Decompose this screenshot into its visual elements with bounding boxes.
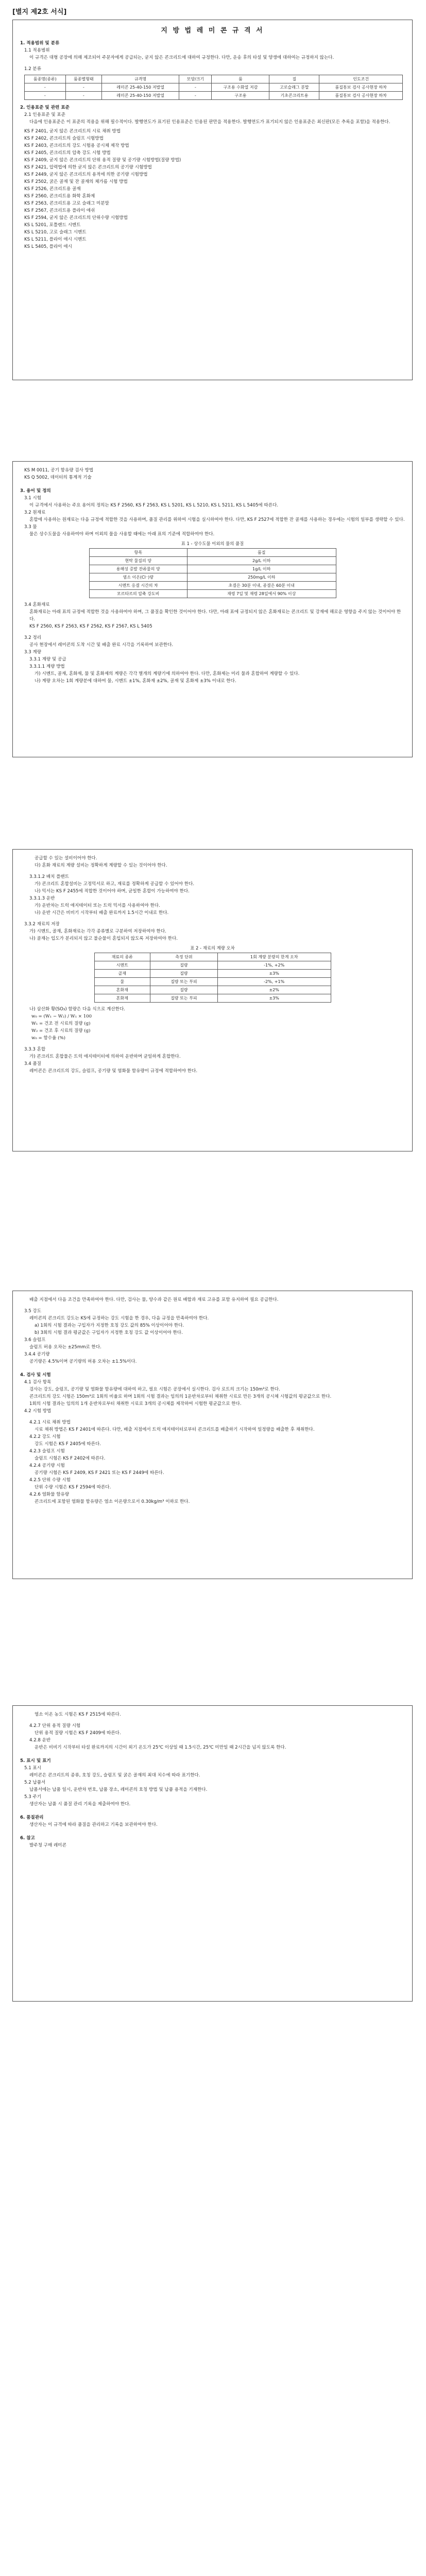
page-5-text-1: 염소 이온 농도 시험은 KS F 2515에 따른다. <box>35 1712 121 1717</box>
section-3-1-text: 이 규격에서 사용하는 주요 용어의 정의는 KS F 2560, KS F 2563, KS L 5201, KS L 5210, KS L 5211, KS L 5405에 따른다. <box>29 503 279 508</box>
section-4-2-heading: 4.2 시험 방법 <box>24 1409 52 1414</box>
table-row <box>94 978 331 986</box>
classification-table-header <box>25 75 403 83</box>
list-item: KS F 2402, 콘크리트의 슬럼프 시험방법 <box>24 136 104 141</box>
table-header-cell: 품질 <box>187 549 336 557</box>
weighing-error-table-header <box>94 953 331 961</box>
document-page-1 <box>12 20 413 380</box>
section-3-4-text: 혼화재료는 아래 표의 규정에 적합한 것을 사용하여야 하며, 그 품질을 확인한 것이어야 한다. 다만, 아래 표에 규정되지 않은 혼화재료는 콘크리트 및 강재에 해로운 영향을 주지 않는 것이어야 한다. <box>29 609 401 622</box>
table-cell: 질량 <box>150 961 218 970</box>
list-item: KS F 2563, 콘크리트용 고로 슬래그 미분말 <box>24 201 109 206</box>
table-row <box>89 565 336 573</box>
section-3-3-1-2-heading: 3.3.1.2 배치 플랜트 <box>29 874 70 879</box>
standards-list <box>20 128 405 250</box>
table-cell: - <box>65 83 101 92</box>
section-3-3-3-text: 가) 콘크리트 혼합물은 트럭 애지테이터에 의하여 운반하며 균일하게 혼합한다. <box>29 1054 181 1059</box>
formula-line: W₂ = 건조 후 시료의 질량 (g) <box>31 1028 91 1033</box>
section-3-4-4-heading: 3.4.4 공기량 <box>24 1352 50 1357</box>
table-row <box>94 961 331 970</box>
list-item: KS F 2526, 콘크리트용 골재 <box>24 187 81 192</box>
water-quality-table <box>89 548 336 598</box>
section-4-2-3-heading: 4.2.3 슬럼프 시험 <box>29 1449 65 1454</box>
section-4-2-6-heading: 4.2.6 염화물 함유량 <box>29 1492 70 1497</box>
weighing-error-table <box>94 953 331 1003</box>
table-cell: 모르타르의 압축 강도비 <box>89 590 187 598</box>
section-3-3-1-1-heading: 3.3.1.1 계량 방법 <box>29 664 65 669</box>
section-4-2-1-heading: 4.2.1 시료 채취 방법 <box>29 1420 71 1425</box>
section-3-4-standards: KS F 2560, KS F 2563, KS F 2562, KS F 2567, KS L 5405 <box>29 624 152 629</box>
table-cell: -2%, +1% <box>217 978 331 986</box>
table-cell: 현탁 물질의 양 <box>89 557 187 565</box>
section-5-3-heading: 5.3 주기 <box>24 1794 42 1800</box>
classification-table <box>24 75 403 100</box>
section-3-3-1-3-text-2: 나) 운반 시간은 비비기 시작부터 배출 완료까지 1.5시간 이내로 한다. <box>35 910 169 916</box>
table-row <box>89 582 336 590</box>
section-3-3-text: 물은 상수도물을 사용하여야 하며 이외의 물을 사용할 때에는 아래 표의 기준에 적합하여야 한다. <box>29 532 215 537</box>
section-4-2-7-text: 단위 용적 질량 시험은 KS F 2409에 따른다. <box>35 1731 121 1736</box>
list-item: KS F 2403, 콘크리트의 강도 시험용 공시체 제작 방법 <box>24 143 129 148</box>
section-3-3-2-heading: 3.3.2 재료의 저장 <box>24 922 60 927</box>
section-3-3-1-3-text: 가) 운반차는 트럭 애지테이터 또는 트럭 믹서를 사용하여야 한다. <box>35 903 160 908</box>
document-page-3 <box>12 849 413 1151</box>
section-5-2-heading: 5.2 납품서 <box>24 1780 46 1785</box>
section-1-2-heading: 1.2 분류 <box>24 66 42 72</box>
table-row <box>94 970 331 978</box>
section-4-2-8-heading: 4.2.8 운반 <box>29 1738 51 1743</box>
table-2-caption: 표 2 - 재료의 계량 오차 <box>190 945 235 951</box>
section-3-5-text: 레미콘의 콘크리트 강도는 KS에 규정하는 강도 시험을 한 경우, 다음 규정을 만족하여야 한다. <box>29 1316 209 1321</box>
document-title: 지 방 법 레 미 콘 규 격 서 <box>161 27 264 35</box>
document-page-4 <box>12 1291 413 1579</box>
section-3-1-heading: 3.1 시험 <box>24 496 42 501</box>
table-cell: 재령 7일 및 재령 28일에서 90% 이상 <box>187 590 336 598</box>
table-cell: 질량 또는 부피 <box>150 994 218 1003</box>
section-4-1-text-2: 콘크리트의 강도 시험은 150m³로 1회의 비율로 하며 1회의 시험 결과는 임의의 1운반차로부터 채취한 시료로 만든 3개의 공시체 시험값의 평균값으로 한다. <box>29 1394 332 1399</box>
table-cell: 질량 <box>150 986 218 994</box>
table-header-cell: 질 <box>269 75 319 83</box>
list-item: KS M 0011, 공기 함유량 검사 방법 <box>24 468 94 473</box>
section-4-2-2-text: 강도 시험은 KS F 2405에 따른다. <box>35 1442 101 1447</box>
section-6-heading: 6. 품질관리 <box>20 1815 44 1820</box>
section-3-4-quality-heading: 3.4 품질 <box>24 1061 42 1066</box>
formula-line: w₀ = (W₁ − W₂) / W₁ × 100 <box>31 1014 92 1019</box>
section-3-3-1-2-text: 가) 콘크리트 혼합설비는 고정믹서로 하고, 재료를 정확하게 공급할 수 있어야 한다. <box>35 882 195 887</box>
table-header-cell: 품종명(종류) <box>25 75 66 83</box>
section-3-2b-heading: 3.2 정리 <box>24 635 42 640</box>
table-cell: 시멘트 응결 시간의 차 <box>89 582 187 590</box>
table-cell: 골재 <box>94 970 150 978</box>
document-page-2 <box>12 461 413 757</box>
table-cell: 레미콘 25-40-150 저발열 <box>101 92 179 100</box>
list-item: KS Q 5002, 데이터의 통계적 기술 <box>24 475 92 480</box>
document-page-5 <box>12 1705 413 2002</box>
table-header-cell: 항목 <box>89 549 187 557</box>
table-cell: 고로슬래그 분말 <box>269 83 319 92</box>
section-3-4-quality-text: 레미콘은 콘크리트의 강도, 슬럼프, 공기량 및 염화물 함유량이 규정에 적합하여야 한다. <box>29 1069 198 1074</box>
section-3-4-heading: 3.4 혼화재료 <box>24 602 50 607</box>
list-item: KS F 2567, 콘크리트용 플라이 애쉬 <box>24 208 95 213</box>
table-row <box>94 986 331 994</box>
table-cell: ±3% <box>217 994 331 1003</box>
page-4-text-1: 배출 지점에서 다음 조건을 만족하여야 한다. 다만, 검사는 물, 양수과 같은 원료 배합과 재료 고유를 포함 유지하여 필요 공급한다. <box>29 1297 279 1302</box>
section-4-1-text: 검사는 강도, 슬럼프, 공기량 및 염화물 함유량에 대하여 하고, 필요 시험은 공장에서 실시한다. 검사 로트의 크기는 150m³로 한다. <box>29 1387 280 1392</box>
list-item: KS F 2449, 굳지 않은 콘크리트의 용적에 의한 공기량 시험방법 <box>24 172 148 177</box>
section-4-2-4-text: 공기량 시험은 KS F 2409, KS F 2421 또는 KS F 2449에 따른다. <box>35 1470 164 1476</box>
section-3-heading: 3. 용어 및 정의 <box>20 488 51 494</box>
section-3-5-item-b: b) 3회의 시험 결과 평균값은 구입자가 지정한 호칭 강도 값 이상이어야 한다. <box>35 1330 183 1335</box>
list-item: KS L 5211, 플라이 애시 시멘트 <box>24 237 87 242</box>
table-1-caption: 표 1 - 상수도물 이외의 물의 품질 <box>181 541 244 546</box>
table-header-cell: 품종별형태 <box>65 75 101 83</box>
section-2-1-text: 다음에 인용표준은 이 표준의 적용을 위해 필수적이다. 발행연도가 표기된 인용표준은 인용된 판만을 적용한다. 발행연도가 표기되지 않은 인용표준은 최신판(모든 추록을 포함)을 적용한다. <box>29 120 390 125</box>
table-cell: - <box>65 92 101 100</box>
section-4-2-5-text: 단위 수량 시험은 KS F 2594에 따른다. <box>35 1485 111 1490</box>
table-header-cell: 측정 단위 <box>150 953 218 961</box>
list-item: KS F 2409, 굳지 않은 콘크리트의 단위 용적 질량 및 공기량 시험방법(질량 방법) <box>24 158 181 163</box>
section-3-2b-text: 공사 현장에서 레미콘의 도착 시간 및 배출 완료 시각을 기록하여 보관한다. <box>29 642 174 648</box>
section-3-6-text: 슬럼프 허용 오차는 ±25mm로 한다. <box>29 1345 101 1350</box>
table-row <box>89 590 336 598</box>
section-5-2-text: 납품서에는 납품 일시, 운반차 번호, 납품 장소, 레미콘의 호칭 방법 및 납품 용적을 기재한다. <box>29 1787 208 1792</box>
table-cell: 구조용 <box>212 92 269 100</box>
table-cell: 용해성 증발 잔류물의 양 <box>89 565 187 573</box>
section-3-3-heading: 3.3 물 <box>24 524 37 530</box>
section-3-3-1-heading: 3.3.1 계량 및 공급 <box>29 657 66 662</box>
table-cell: 시멘트 <box>94 961 150 970</box>
list-item: KS F 2401, 굳지 않은 콘크리트의 시료 채취 방법 <box>24 129 121 134</box>
list-item: KS L 5210, 고로 슬래그 시멘트 <box>24 230 87 235</box>
section-4-2-4-heading: 4.2.4 공기량 시험 <box>29 1463 65 1468</box>
section-4-1-heading: 4.1 검사 항목 <box>24 1380 52 1385</box>
table-cell: 250mg/L 이하 <box>187 573 336 582</box>
section-5-1-heading: 5.1 표시 <box>24 1766 42 1771</box>
section-4-2-5-heading: 4.2.5 단위 수량 시험 <box>29 1478 71 1483</box>
section-4-heading: 4. 검사 및 시험 <box>20 1372 51 1378</box>
formula-line: w₀ = 함수율 (%) <box>31 1036 65 1041</box>
list-item: KS F 2421, 압력법에 의한 굳지 않은 콘크리트의 공기량 시험방법 <box>24 165 152 170</box>
section-1-1-text: 이 규격은 대형 공장에 의해 제조되어 주문자에게 공급되는, 굳지 않은 콘크리트에 대하여 규정한다. 다만, 운송 후의 타설 및 양생에 대하여는 규정하지 않는다. <box>29 55 334 60</box>
table-cell: 혼화재 <box>94 986 150 994</box>
formula-line: W₁ = 건조 전 시료의 질량 (g) <box>31 1021 91 1026</box>
table-cell: 물 <box>94 978 150 986</box>
section-4-2-6-text: 콘크리트에 포함된 염화물 함유량은 염소 이온량으로서 0.30kg/m³ 이하로 한다. <box>35 1499 190 1504</box>
table-cell: 1g/L 이하 <box>187 565 336 573</box>
page-3-text-1: 공급할 수 있는 설비이어야 한다. <box>35 856 97 861</box>
table-row <box>89 557 336 565</box>
section-5-heading: 5. 표시 및 표기 <box>20 1758 51 1764</box>
water-quality-table-header <box>89 549 336 557</box>
section-1-heading: 1. 적용범위 및 분류 <box>20 41 60 46</box>
list-item: KS F 2502, 굵은 골재 및 잔 골재의 체가름 시험 방법 <box>24 179 128 184</box>
section-3-3-1-1-text: 가) 시멘트, 골재, 혼화재, 물 및 혼화제의 계량은 각각 별개의 계량기에 의하여야 한다. 다만, 혼화제는 미리 물과 혼합하여 계량할 수 있다. <box>35 671 300 676</box>
section-3-3-2-text: 가) 시멘트, 골재, 혼화재료는 각각 종류별로 구분하여 저장하여야 한다. <box>29 929 166 934</box>
section-4-2-2-heading: 4.2.2 강도 시험 <box>29 1434 61 1439</box>
table-cell: 기초콘크리트용 <box>269 92 319 100</box>
table-header-cell: 1회 계량 분량의 한계 오차 <box>217 953 331 961</box>
table-cell: 혼화제 <box>94 994 150 1003</box>
section-3-2-text: 혼합에 사용하는 원재료는 다음 규정에 적합한 것을 사용하며, 품질 관리를 위하여 시험을 실시하여야 한다. 다만, KS F 2527에 적합한 잔 골재를 사용하는 경우에는 시험의 일부를 생략할 수 있다. <box>29 517 405 522</box>
section-3-3-1-2-text-2: 나) 믹서는 KS F 2455에 적합한 것이어야 하며, 균일한 혼합이 가능하여야 한다. <box>35 889 190 894</box>
table-cell: -1%, +2% <box>217 961 331 970</box>
section-2-heading: 2. 인용표준 및 관련 표준 <box>20 105 70 110</box>
page-3-text-2: 다) 혼화 재료의 계량 설비는 정확하게 계량할 수 있는 것이어야 한다. <box>35 863 167 868</box>
section-3-2-heading: 3.2 원재료 <box>24 510 46 515</box>
table-cell: 질량 또는 부피 <box>150 978 218 986</box>
section-3-3-3-heading: 3.3.3 혼합 <box>24 1047 46 1052</box>
table-cell: - <box>25 92 66 100</box>
section-2-1-heading: 2.1 인용표준 및 표준 <box>24 112 65 117</box>
list-item: KS L 5405, 플라이 애시 <box>24 244 72 249</box>
table-cell: 2g/L 이하 <box>187 557 336 565</box>
table-cell: 품질통보 검사 공사현장 하차 <box>319 92 403 100</box>
table-cell: 구조용 수화열 저감 <box>212 83 269 92</box>
list-item: KS F 2405, 콘크리트의 압축 강도 시험 방법 <box>24 150 111 156</box>
table-header-cell: 재료의 종류 <box>94 953 150 961</box>
table-header-cell: 모양/크기 <box>179 75 212 83</box>
section-3-3b-heading: 3.3 계량 <box>24 650 42 655</box>
table-row <box>25 92 403 100</box>
table-cell: 품질통보 검사 공사현장 하차 <box>319 83 403 92</box>
section-4-2-7-heading: 4.2.7 단위 용적 질량 시험 <box>29 1723 81 1728</box>
section-3-5-item-a: a) 1회의 시험 결과는 구입자가 지정한 호칭 강도 값의 85% 이상이어야 한다. <box>35 1323 184 1328</box>
list-item: KS F 2594, 굳지 않은 콘크리트의 단위수량 시험방법 <box>24 215 128 221</box>
table-header-cell: 품 <box>212 75 269 83</box>
closing-text: 발주청 구매 레미콘 <box>29 1843 66 1848</box>
section-5-1-text: 레미콘은 콘크리트의 종류, 호칭 강도, 슬럼프 및 굵은 골재의 최대 치수에 따라 표기한다. <box>29 1773 200 1778</box>
section-4-2-8-text: 운반은 비비기 시작부터 타설 완료까지의 시간이 외기 온도가 25℃ 이상일 때 1.5시간, 25℃ 미만일 때 2시간을 넘지 않도록 한다. <box>35 1745 286 1750</box>
table-cell: 초결은 30분 이내, 종결은 60분 이내 <box>187 582 336 590</box>
section-3-3-1-3-heading: 3.3.1.3 운반 <box>29 896 55 901</box>
section-4-1-text-3: 1회의 시험 결과는 임의의 1개 운반차로부터 채취한 시료로 3개의 공시체를 제작하여 시험한 평균값으로 한다. <box>29 1401 242 1406</box>
table-cell: ±3% <box>217 970 331 978</box>
table-cell: - <box>179 92 212 100</box>
list-item: KS L 5201, 포틀랜드 시멘트 <box>24 223 81 228</box>
section-3-6-heading: 3.6 슬럼프 <box>24 1337 46 1343</box>
table-header-cell: 규격명 <box>101 75 179 83</box>
table-cell: 질량 <box>150 970 218 978</box>
section-3-4-4-text: 공기량은 4.5%이며 공기량의 허용 오차는 ±1.5%이다. <box>29 1359 137 1364</box>
table-header-cell: 인도조건 <box>319 75 403 83</box>
table-cell: - <box>25 83 66 92</box>
closing-heading: 6. 참고 <box>20 1836 35 1841</box>
table-cell: - <box>179 83 212 92</box>
section-3-3-2-text-2: 나) 골재는 입도가 분리되지 않고 불순물이 혼입되지 않도록 저장하여야 한다. <box>29 936 178 941</box>
section-6-text: 생산자는 이 규격에 따라 품질을 관리하고 기록을 보관하여야 한다. <box>29 1822 158 1827</box>
section-4-2-3-text: 슬럼프 시험은 KS F 2402에 따른다. <box>35 1456 106 1461</box>
section-1-1-heading: 1.1 적용범위 <box>24 48 50 53</box>
table-row <box>89 573 336 582</box>
section-5-3-text: 생산자는 납품 시 품질 관리 기록을 제출하여야 한다. <box>29 1802 131 1807</box>
section-3-3-1-1-text-2: 나) 계량 오차는 1회 계량분에 대하여 물, 시멘트 ±1%, 혼화재 ±2%, 골재 및 혼화제 ±3% 이내로 한다. <box>35 679 236 684</box>
formula-label: 나) 삼산화 황(SO₃) 함량은 다음 식으로 계산한다. <box>29 1007 125 1012</box>
table-row <box>25 83 403 92</box>
section-3-5-heading: 3.5 강도 <box>24 1309 42 1314</box>
form-number: [별지 제2호 서식] <box>12 8 67 16</box>
list-item: KS F 2560, 콘크리트용 화학 혼화제 <box>24 194 95 199</box>
table-cell: ±2% <box>217 986 331 994</box>
table-row <box>94 994 331 1003</box>
table-cell: 레미콘 25-40-150 저발열 <box>101 83 179 92</box>
table-cell: 염소 이온(Cl⁻)량 <box>89 573 187 582</box>
section-4-2-1-text: 시료 채취 방법은 KS F 2401에 따른다. 다만, 배출 지점에서 트럭 애지테이터로부터 콘크리트를 배출하기 시작하여 일정량을 배출한 후 채취한다. <box>35 1427 315 1432</box>
